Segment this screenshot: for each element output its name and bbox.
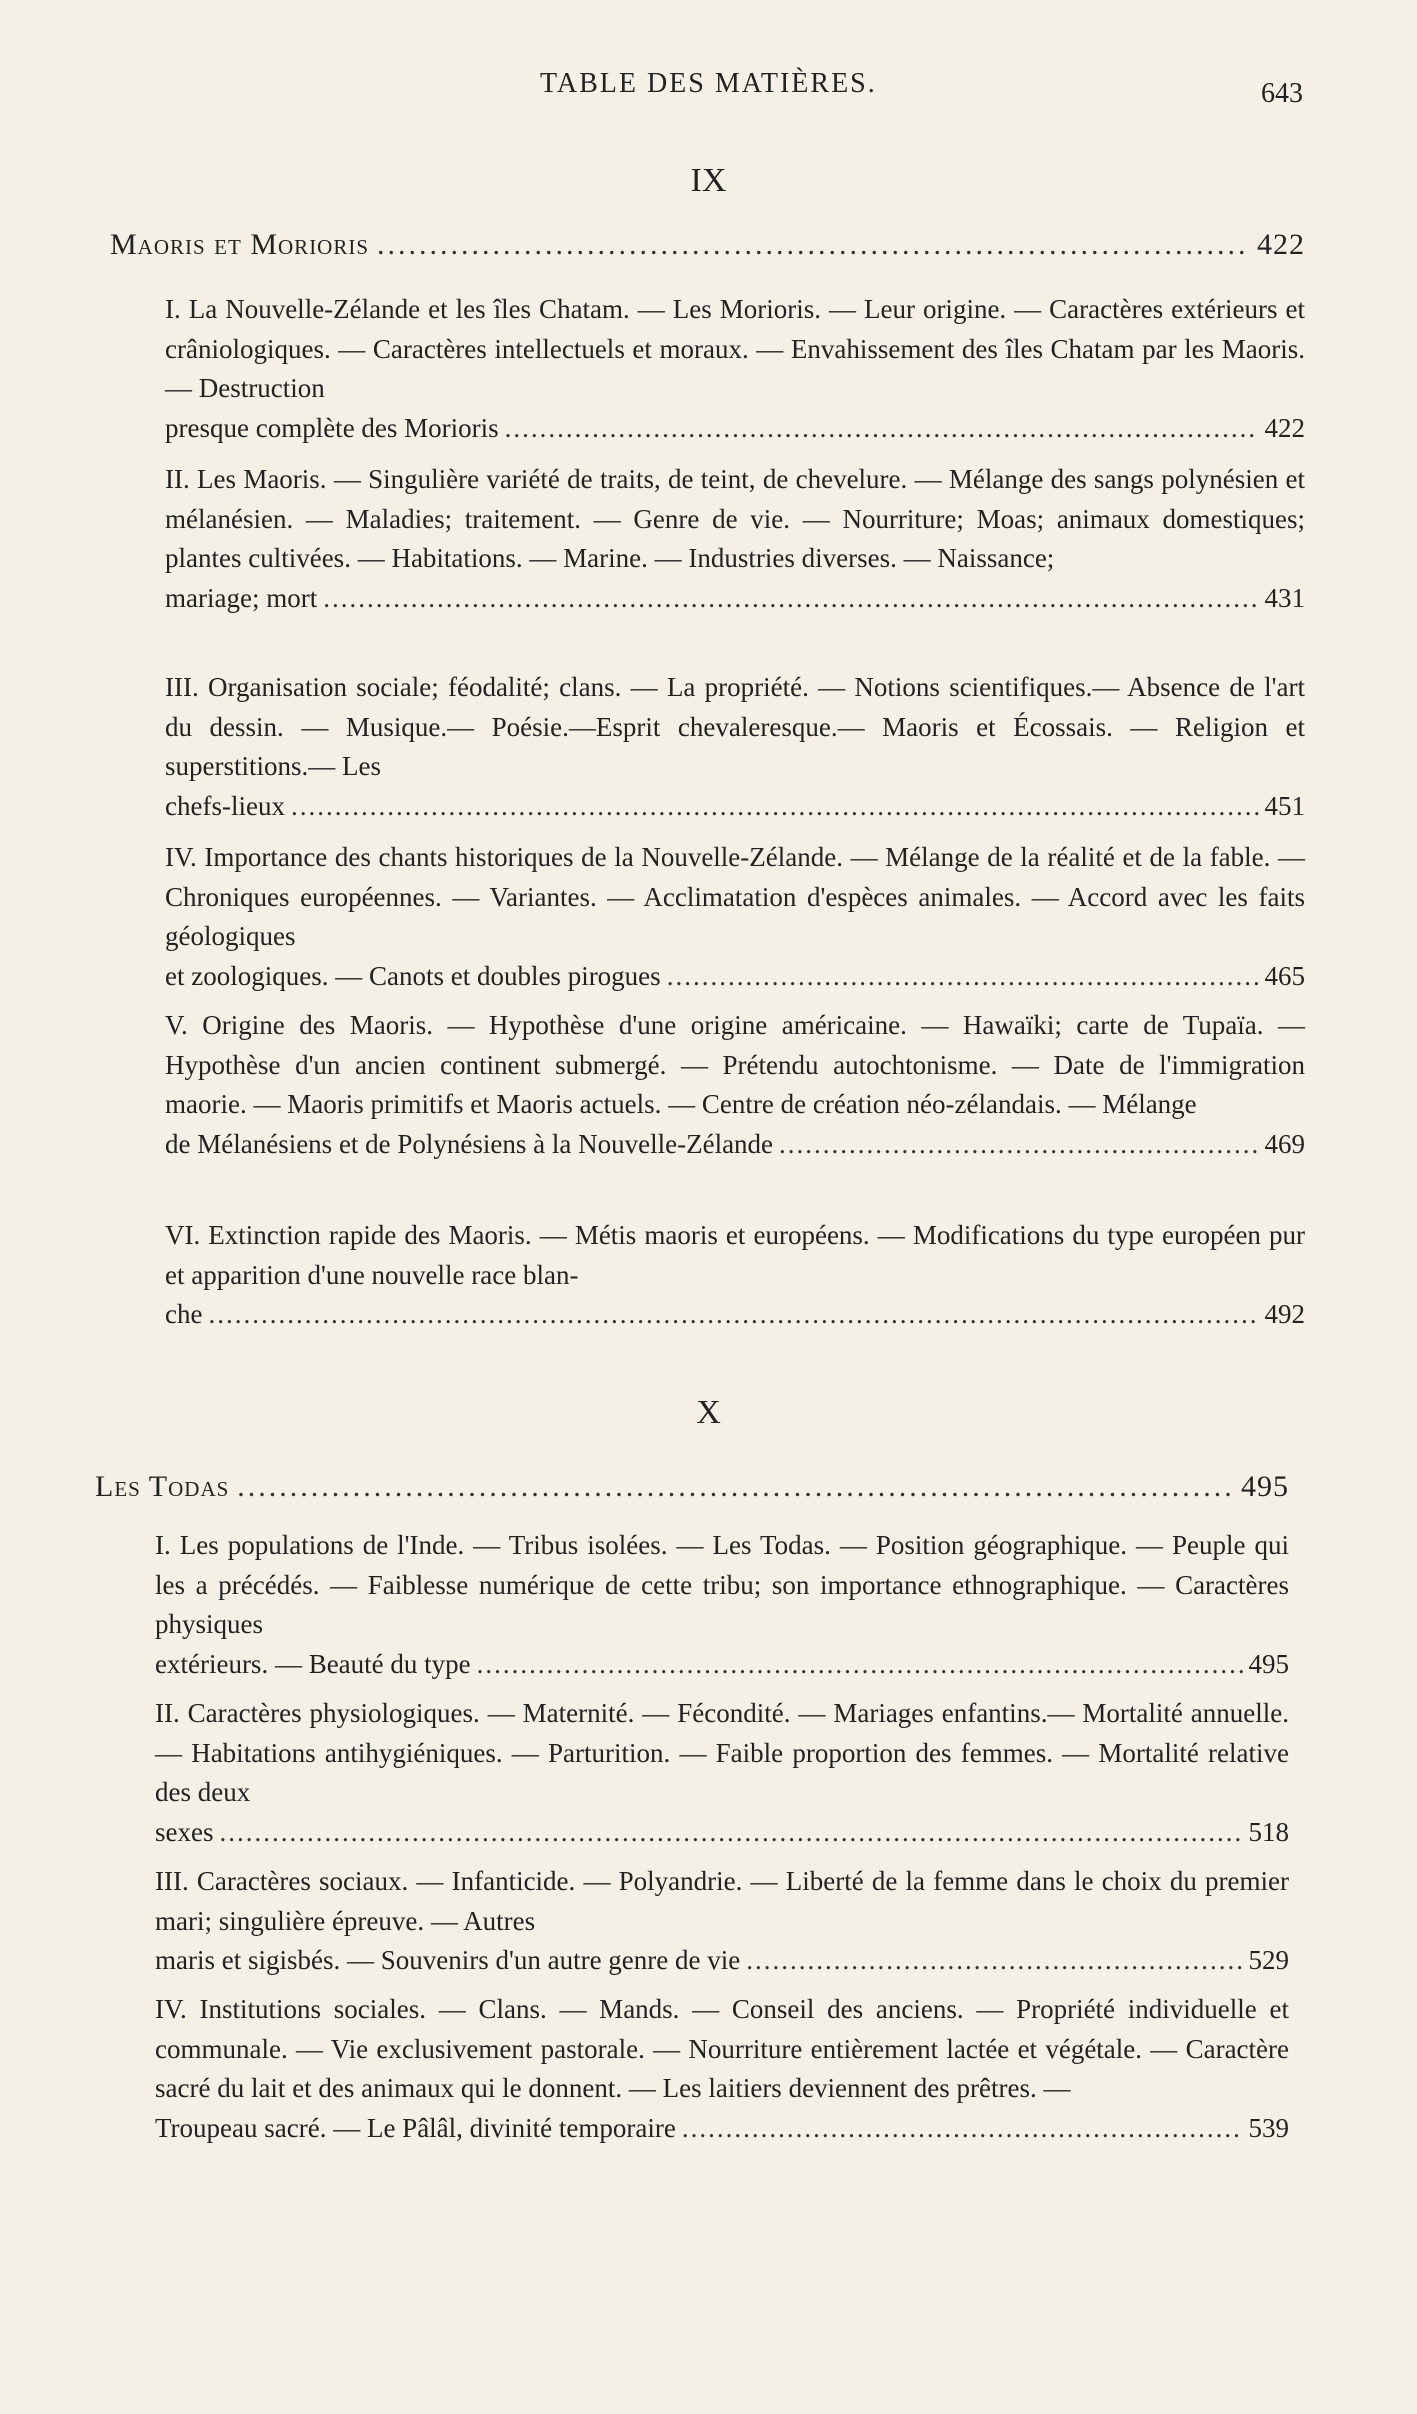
entry-page: 422 [1264, 412, 1305, 443]
section-numeral: X [696, 1394, 721, 1431]
dot-leader [779, 1125, 1258, 1165]
toc-entry [165, 838, 1305, 996]
dot-leader [746, 1941, 1242, 1981]
entry-page: 539 [1248, 2112, 1289, 2143]
entry-last-line: presque complète des Morioris [165, 412, 499, 443]
entry-last-line: chefs-lieux [165, 790, 285, 821]
dot-leader [323, 579, 1258, 619]
toc-entry [155, 1990, 1289, 2148]
entry-text: IV. Institutions sociales. — Clans. — Mands. — Conseil des anciens. — Propriété individuelle et communale. — Vie exclusivement pastorale. — Nourriture entièrement lactée et végétale. — Caractère sacré du lait et des animaux qui le donnent. — Les laitiers deviennent des prêtres. — [155, 1994, 1289, 2103]
entry-page: 465 [1264, 960, 1305, 991]
running-head [100, 68, 1317, 108]
toc-entry [165, 1006, 1305, 1164]
dot-leader [377, 228, 1249, 262]
dot-leader [219, 1813, 1242, 1853]
toc-entry [155, 1694, 1289, 1852]
entry-text: III. Organisation sociale; féodalité; clans. — La propriété. — Notions scientifiques.— Absence de l'art du dessin. — Musique.— Poésie.—Esprit chevaleresque.— Maoris et Écossais. — Religion et superstitions.— Les [165, 672, 1305, 781]
entry-text: II. Les Maoris. — Singulière variété de traits, de teint, de chevelure. — Mélange des sangs polynésien et mélanésien. — Maladies; traitement. — Genre de vie. — Nourriture; Moas; animaux domestiques; plantes cultivées. — Habitations. — Marine. — Industries diverses. — Naissance; [165, 464, 1305, 573]
toc-entry [155, 1526, 1289, 1684]
entry-last-line: sexes [155, 1816, 214, 1847]
entry-last-line: che [165, 1299, 203, 1329]
toc-entry [165, 1216, 1305, 1335]
entry-last-line: Troupeau sacré. — Le Pâlâl, divinité temporaire [155, 2112, 676, 2143]
dot-leader [477, 1645, 1243, 1685]
entry-last-line: de Mélanésiens et de Polynésiens à la Nouvelle-Zélande [165, 1128, 774, 1159]
entry-last-line: maris et sigisbés. — Souvenirs d'un autre genre de vie [155, 1945, 741, 1975]
dot-leader [237, 1470, 1233, 1504]
chapter-page: 422 [1257, 228, 1305, 261]
entry-text: I. La Nouvelle-Zélande et les îles Chatam. — Les Morioris. — Leur origine. — Caractères extérieurs et crâniologiques. — Caractères intellectuels et moraux. — Envahissement des îles Chatam par les Maoris. — Destruction [165, 294, 1305, 403]
entry-text: IV. Importance des chants historiques de la Nouvelle-Zélande. — Mélange de la réalité et de la fable. — Chroniques européennes. — Variantes. — Acclimatation d'espèces animales. — Accord avec les faits géologiques [165, 842, 1305, 951]
page-number: 643 [1261, 78, 1303, 109]
chapter-title: Maoris et Morioris [110, 228, 370, 261]
entry-last-line: extérieurs. — Beauté du type [155, 1648, 471, 1679]
entry-text: I. Les populations de l'Inde. — Tribus isolées. — Les Todas. — Position géographique. — Peuple qui les a précédés. — Faiblesse numérique de cette tribu; son importance ethnographique. — Caractères physiques [155, 1530, 1289, 1639]
chapter-title: Les Todas [95, 1470, 230, 1503]
entry-page: 431 [1264, 582, 1305, 613]
dot-leader [682, 2109, 1243, 2149]
entry-text: V. Origine des Maoris. — Hypothèse d'une origine américaine. — Hawaïki; carte de Tupaïa. — Hypothèse d'un ancien continent submergé. — Prétendu autochtonisme. — Date de l'immigration maorie. — Maoris primitifs et Maoris actuels. — Centre de création néo-zélandais. — Mélange [165, 1010, 1305, 1119]
toc-entry [165, 290, 1305, 448]
entry-text: VI. Extinction rapide des Maoris. — Métis maoris et européens. — Modifications du type européen pur et apparition d'une nouvelle race blan- [165, 1220, 1305, 1290]
dot-leader [505, 409, 1259, 449]
entry-page: 492 [1264, 1299, 1305, 1329]
toc-entry [165, 460, 1305, 618]
entry-page: 518 [1248, 1816, 1289, 1847]
entry-page: 451 [1264, 790, 1305, 821]
entry-text: II. Caractères physiologiques. — Maternité. — Fécondité. — Mariages enfantins.— Mortalité annuelle. — Habitations antihygiéniques. — Parturition. — Faible proportion des femmes. — Mortalité relative des deux [155, 1698, 1289, 1807]
entry-last-line: mariage; mort [165, 582, 318, 613]
entry-last-line: et zoologiques. — Canots et doubles pirogues [165, 960, 661, 991]
section-numeral: IX [690, 162, 727, 199]
entry-text: III. Caractères sociaux. — Infanticide. — Polyandrie. — Liberté de la femme dans le choix du premier mari; singulière épreuve. — Autres [155, 1866, 1289, 1936]
entry-page: 495 [1248, 1648, 1289, 1679]
running-title: TABLE DES MATIÈRES. [540, 68, 877, 99]
dot-leader [291, 787, 1259, 827]
entry-page: 529 [1248, 1945, 1289, 1975]
toc-entry [165, 668, 1305, 826]
dot-leader [667, 957, 1259, 997]
entry-page: 469 [1264, 1128, 1305, 1159]
dot-leader [208, 1295, 1258, 1335]
chapter-page: 495 [1241, 1470, 1289, 1503]
toc-entry [155, 1862, 1289, 1981]
